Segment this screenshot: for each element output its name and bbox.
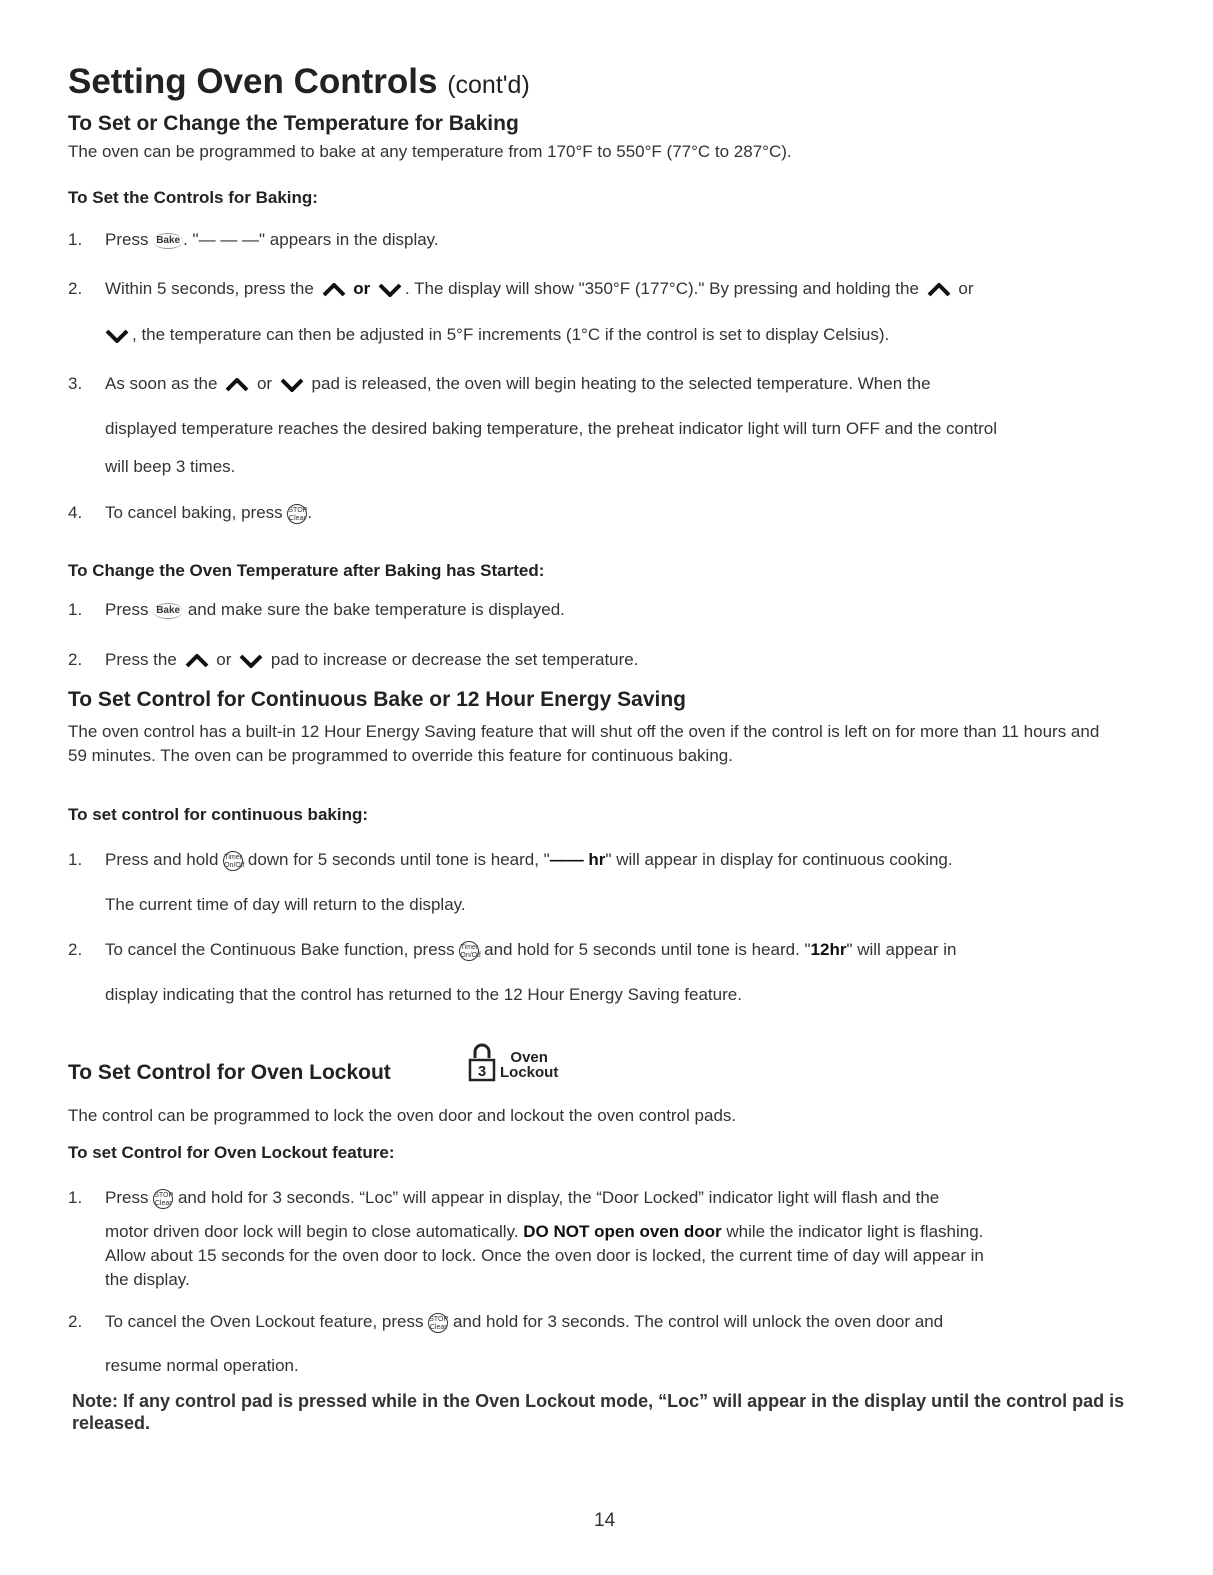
step-text: Press xyxy=(105,1188,149,1207)
step-text: down for 5 seconds until tone is heard, " xyxy=(247,850,550,869)
key-label: Clear xyxy=(429,1323,447,1331)
section-intro-oven-lockout: The control can be programmed to lock the oven door and lockout the oven control pads. xyxy=(68,1106,737,1125)
continuous-step-2-line-2: display indicating that the control has returned to the 12 Hour Energy Saving feature. xyxy=(105,985,742,1004)
step-text: and hold for 3 seconds. The control will unlock the oven door and xyxy=(452,1312,944,1331)
step-text: " will appear in display for continuous cooking. xyxy=(605,850,953,869)
key-label: Oven xyxy=(510,1049,548,1066)
lockout-step-2-text xyxy=(105,1312,943,1333)
page-title-suffix: (cont'd) xyxy=(447,71,530,99)
subheading-continuous-baking: To set control for continuous baking: xyxy=(68,805,369,824)
step-text: Press xyxy=(105,600,149,619)
step-text: or xyxy=(216,650,232,669)
up-arrow-icon xyxy=(927,283,951,297)
lockout-step-1-line-4: the display. xyxy=(105,1270,190,1289)
down-arrow-icon xyxy=(105,329,129,343)
lock-icon xyxy=(468,1040,496,1084)
step-number: 2. xyxy=(68,1312,83,1331)
step-text: " will appear in xyxy=(846,940,957,959)
step-number: 1. xyxy=(68,1188,83,1207)
step-text: pad is released, the oven will begin heating to the selected temperature. When the xyxy=(311,374,931,393)
step-text: , the temperature can then be adjusted in 5°F increments (1°C if the control is set to display Celsius). xyxy=(132,325,890,344)
key-label: Clear xyxy=(154,1199,172,1207)
down-arrow-icon xyxy=(280,378,304,392)
subheading-change-temp: To Change the Oven Temperature after Baking has Started: xyxy=(68,561,545,580)
step-number: 1. xyxy=(68,230,83,249)
up-arrow-icon xyxy=(225,378,249,392)
lockout-step-2-line-2: resume normal operation. xyxy=(105,1356,299,1375)
lockout-step-1-text xyxy=(105,1188,939,1209)
step-3-text xyxy=(105,374,931,394)
section-heading-continuous-bake: To Set Control for Continuous Bake or 12 Hour Energy Saving xyxy=(68,688,687,711)
step-text: and hold for 3 seconds. “Loc” will appear in display, the “Door Locked” indicator light will flash and the xyxy=(177,1188,940,1207)
step-text: DO NOT open oven door xyxy=(523,1222,722,1241)
step-text: . xyxy=(307,503,313,522)
step-2-text xyxy=(105,279,974,299)
lockout-note: Note: If any control pad is pressed while in the Oven Lockout mode, “Loc” will appear in the display until the control pad is released. xyxy=(72,1391,1125,1433)
key-label: STOP xyxy=(429,1315,449,1323)
up-arrow-icon xyxy=(185,654,209,668)
key-label: Lockout xyxy=(500,1064,559,1081)
step-text: To cancel baking, press xyxy=(105,503,283,522)
bake-key-icon: Bake xyxy=(153,233,183,249)
step-text: As soon as the xyxy=(105,374,218,393)
step-text: Within 5 seconds, press the xyxy=(105,279,314,298)
step-4-text xyxy=(105,503,312,524)
key-label: Timer xyxy=(224,853,242,861)
step-1-text xyxy=(105,230,439,250)
key-label: On/Off xyxy=(224,861,245,869)
stop-clear-key-icon xyxy=(153,1189,173,1209)
step-3-line-3: will beep 3 times. xyxy=(105,457,236,476)
page-number: 14 xyxy=(594,1510,616,1531)
continuous-step-1-line-2: The current time of day will return to the display. xyxy=(105,895,466,914)
stop-clear-key-icon xyxy=(428,1313,448,1333)
lock-key-number: 3 xyxy=(477,1063,487,1080)
up-arrow-icon xyxy=(322,283,346,297)
step-text: and hold for 5 seconds until tone is heard. " xyxy=(484,940,811,959)
step-number: 3. xyxy=(68,374,83,393)
step-text: or xyxy=(256,374,273,393)
stop-clear-key-icon xyxy=(287,504,307,524)
step-text: motor driven door lock will begin to close automatically. xyxy=(105,1222,519,1241)
section-heading-oven-lockout: To Set Control for Oven Lockout xyxy=(68,1061,391,1084)
page-title-text: Setting Oven Controls xyxy=(68,62,438,101)
change-step-1-text xyxy=(105,600,565,620)
step-text: or xyxy=(353,279,371,298)
key-label: STOP xyxy=(288,506,308,514)
step-number: 1. xyxy=(68,600,83,619)
step-2-line-2 xyxy=(105,325,889,345)
step-text: while the indicator light is flashing. xyxy=(726,1222,984,1241)
step-number: 4. xyxy=(68,503,83,522)
continuous-step-2-text xyxy=(105,940,956,961)
key-label: Timer xyxy=(460,943,479,951)
step-text: 12hr xyxy=(810,940,847,959)
step-number: 1. xyxy=(68,850,83,869)
step-text: Press xyxy=(105,230,149,249)
down-arrow-icon xyxy=(378,283,402,297)
subheading-set-controls: To Set the Controls for Baking: xyxy=(68,188,318,207)
down-arrow-icon xyxy=(239,654,263,668)
step-number: 2. xyxy=(68,650,83,669)
step-text: To cancel the Oven Lockout feature, press xyxy=(105,1312,424,1331)
oven-lockout-key-icon xyxy=(468,1040,496,1089)
key-label: STOP xyxy=(154,1191,174,1199)
change-step-2-text xyxy=(105,650,638,670)
step-text: Press and hold xyxy=(105,850,219,869)
bake-key-icon: Bake xyxy=(153,603,183,619)
continuous-step-1-text xyxy=(105,850,953,871)
step-text: and make sure the bake temperature is displayed. xyxy=(187,600,565,619)
step-number: 2. xyxy=(68,940,83,959)
step-3-line-2: displayed temperature reaches the desired baking temperature, the preheat indicator light will turn OFF and the control xyxy=(105,419,998,438)
section-intro-continuous-bake: The oven control has a built-in 12 Hour Energy Saving feature that will shut off the oven if the control is left on for more than 11 hours and 59 minutes. The oven can be programmed to override this feature for continuous baking. xyxy=(68,722,1100,765)
step-text: or xyxy=(958,279,974,298)
step-text: Press the xyxy=(105,650,177,669)
timer-on-off-key-icon xyxy=(459,941,479,961)
step-text: . The display will show "350°F (177°C)." By pressing and holding the xyxy=(405,279,919,298)
key-label: Clear xyxy=(289,514,306,522)
step-text: —— hr xyxy=(549,850,606,869)
page-title xyxy=(68,62,530,102)
lockout-step-1-line-2 xyxy=(105,1222,983,1242)
step-text: . "— — —" appears in the display. xyxy=(183,230,439,249)
timer-on-off-key-icon xyxy=(223,851,243,871)
step-text: To cancel the Continuous Bake function, press xyxy=(105,940,455,959)
oven-lockout-key-label xyxy=(500,1050,558,1080)
subheading-oven-lockout-feature: To set Control for Oven Lockout feature: xyxy=(68,1143,395,1162)
step-text: pad to increase or decrease the set temperature. xyxy=(270,650,639,669)
lockout-step-1-line-3: Allow about 15 seconds for the oven door to lock. Once the oven door is locked, the current time of day will appear in xyxy=(105,1246,984,1265)
section-intro-baking: The oven can be programmed to bake at any temperature from 170°F to 550°F (77°C to 287°C). xyxy=(68,142,792,161)
key-label: On/Off xyxy=(460,951,481,959)
step-number: 2. xyxy=(68,279,83,298)
section-heading-baking: To Set or Change the Temperature for Baking xyxy=(68,112,519,135)
